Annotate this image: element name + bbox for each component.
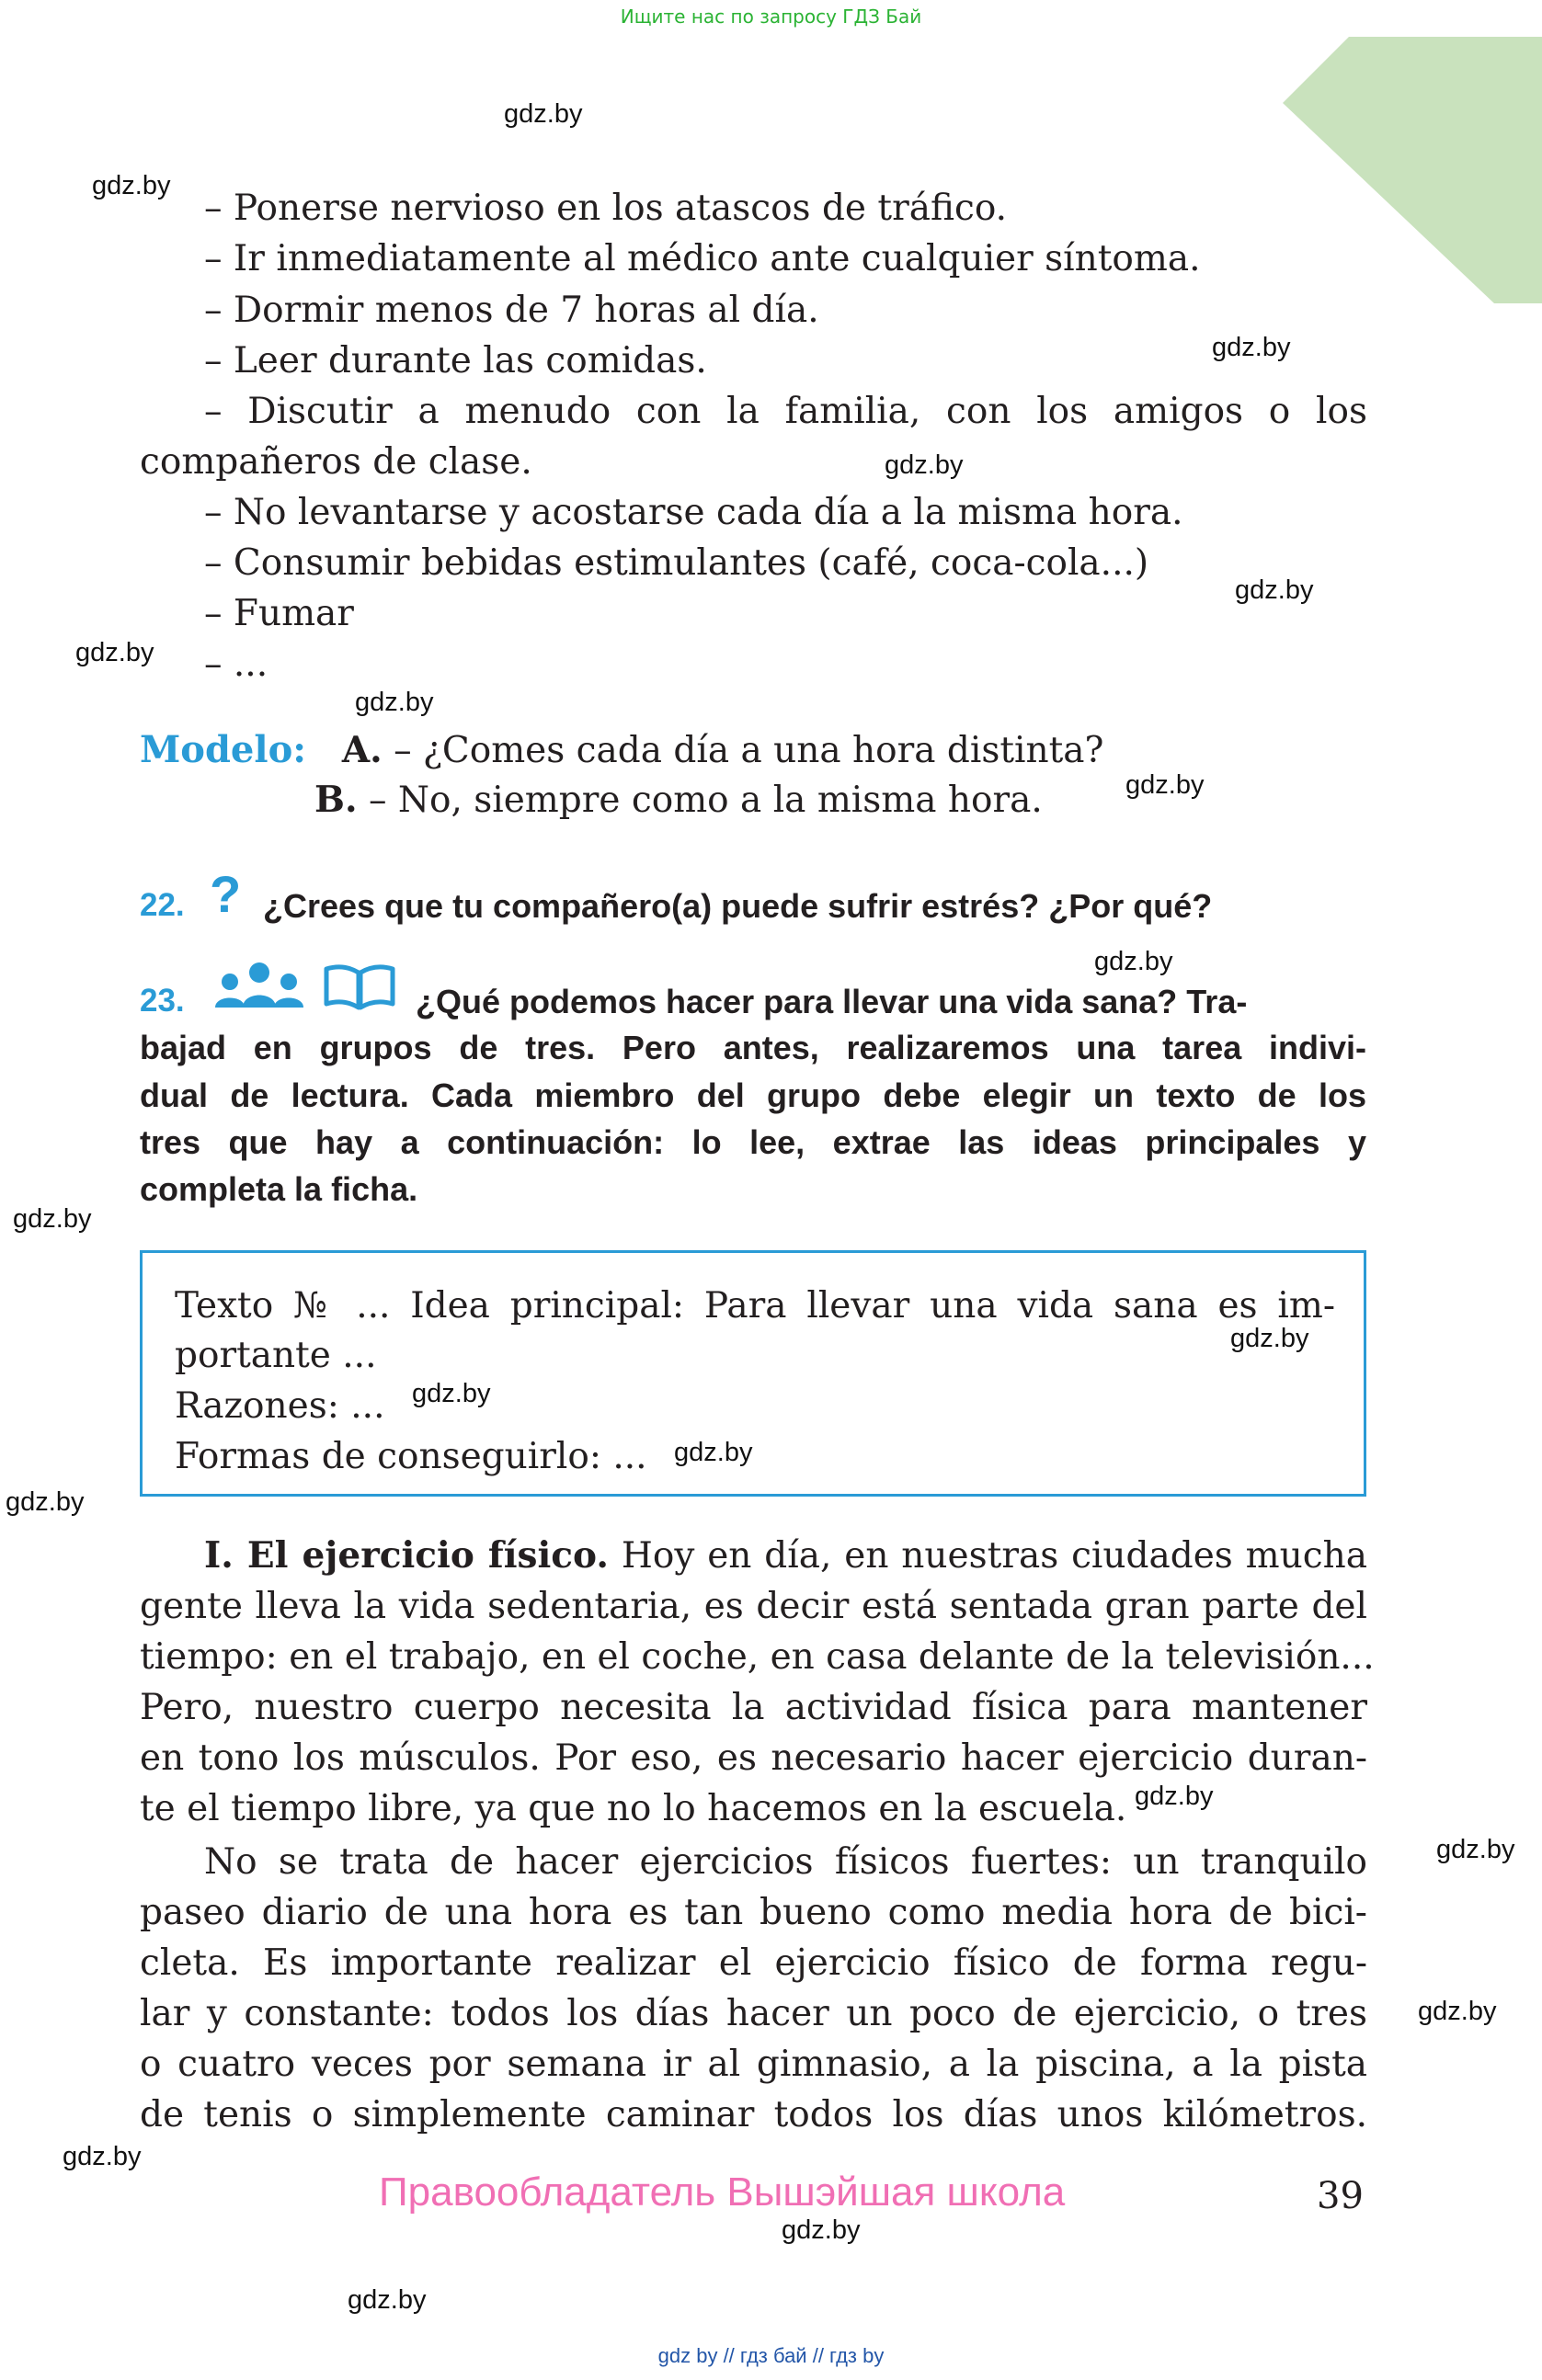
watermark: gdz.by <box>1418 1997 1497 2026</box>
reading-first-line: Hoy en día, en nuestras ciudades mucha <box>608 1535 1367 1577</box>
modelo-b-text: – No, siempre como a la misma hora. <box>357 780 1043 821</box>
box-line: portante ... <box>175 1335 377 1376</box>
reading-line: en tono los músculos. Por eso, es necesario hacer ejercicio duran- <box>140 1737 1367 1779</box>
reading-line: te el tiempo libre, ya que no lo hacemos en la escuela. <box>140 1788 1127 1829</box>
watermark: gdz.by <box>92 171 171 200</box>
list-item: – Discutir a menudo con la familia, con los amigos o los <box>204 391 1367 432</box>
reading-line: No se trata de hacer ejercicios físicos fuertes: un tranquilo <box>204 1841 1367 1883</box>
modelo-a-text: – ¿Comes cada día a una hora distinta? <box>382 730 1104 771</box>
reading-heading: I. El ejercicio físico. <box>204 1534 609 1577</box>
box-line: Texto № ... Idea principal: Para llevar una vida sana es im- <box>175 1285 1335 1327</box>
list-item: – ... <box>204 643 268 685</box>
watermark: gdz.by <box>1235 575 1314 605</box>
footer-links[interactable]: gdz by // гдз бай // гдз by <box>657 2344 885 2367</box>
watermark: gdz.by <box>782 2215 861 2245</box>
rights-holder: Правообладатель Вышэйшая школа <box>379 2169 1066 2215</box>
reading-line: o cuatro veces por semana ir al gimnasio, a la piscina, a la pista <box>140 2044 1367 2085</box>
watermark: gdz.by <box>13 1204 92 1234</box>
speaker-b: B. <box>314 779 358 821</box>
task-number: 22. <box>140 887 185 923</box>
task-23-line: tres que hay a continuación: lo lee, extrae las ideas principales y <box>140 1123 1366 1161</box>
modelo-line-a <box>140 724 1103 776</box>
reading-line: Pero, nuestro cuerpo necesita la actividad física para mantener <box>140 1687 1367 1728</box>
top-banner[interactable]: Ищите нас по запросу ГДЗ Бай <box>620 6 922 28</box>
list-item: – Dormir menos de 7 horas al día. <box>204 290 819 331</box>
page-number: 39 <box>1317 2175 1364 2217</box>
list-item: – Leer durante las comidas. <box>204 340 707 381</box>
list-item: – No levantarse y acostarse cada día a la misma hora. <box>204 492 1183 533</box>
watermark: gdz.by <box>348 2285 427 2315</box>
reading-line: paseo diario de una hora es tan bueno como media hora de bici- <box>140 1892 1367 1933</box>
corner-decoration <box>1283 37 1542 303</box>
watermark: gdz.by <box>6 1487 85 1517</box>
watermark: gdz.by <box>75 638 154 667</box>
task-23-line: ¿Qué podemos hacer para llevar una vida sana? Tra- <box>416 983 1248 1020</box>
list-item: – Ponerse nervioso en los atascos de tráfico. <box>204 188 1008 229</box>
modelo-line-b <box>314 775 1043 826</box>
watermark: gdz.by <box>63 2142 142 2171</box>
reading-line: tiempo: en el trabajo, en el coche, en casa delante de la televisión... <box>140 1636 1375 1678</box>
watermark: gdz.by <box>412 1379 491 1408</box>
list-item: – Consumir bebidas estimulantes (café, coca-cola...) <box>204 542 1149 584</box>
watermark: gdz.by <box>1212 333 1291 362</box>
group-work-icon <box>211 962 307 1009</box>
list-item: – Fumar <box>204 593 354 634</box>
reading-line: de tenis o simplemente caminar todos los días unos kilómetros. <box>140 2094 1367 2135</box>
watermark: gdz.by <box>1436 1835 1515 1864</box>
task-23-line: completa la ficha. <box>140 1170 418 1208</box>
list-item-continuation: compañeros de clase. <box>140 441 532 483</box>
box-line: Razones: ... <box>175 1385 385 1427</box>
watermark: gdz.by <box>504 99 583 129</box>
list-item: – Ir inmediatamente al médico ante cualquier síntoma. <box>204 238 1201 279</box>
watermark: gdz.by <box>355 688 434 717</box>
watermark: gdz.by <box>1094 947 1173 976</box>
watermark: gdz.by <box>1125 770 1205 800</box>
task-23-line: dual de lectura. Cada miembro del grupo debe elegir un texto de los <box>140 1076 1366 1114</box>
question-icon: ? <box>210 865 242 923</box>
speaker-a: A. <box>341 729 383 771</box>
task-number: 23. <box>140 983 185 1019</box>
reading-line: gente lleva la vida sedentaria, es decir está sentada gran parte del <box>140 1586 1367 1627</box>
modelo-label: Modelo: <box>140 728 307 771</box>
reading-book-icon <box>322 962 397 1011</box>
watermark: gdz.by <box>674 1438 753 1467</box>
watermark: gdz.by <box>1230 1324 1309 1353</box>
reading-line: lar y constante: todos los días hacer un poco de ejercicio, o tres <box>140 1993 1367 2034</box>
reading-line: cleta. Es importante realizar el ejercicio físico de forma regu- <box>140 1942 1367 1984</box>
box-line: Formas de conseguirlo: ... <box>175 1436 647 1477</box>
watermark: gdz.by <box>885 450 964 480</box>
watermark: gdz.by <box>1135 1782 1214 1811</box>
task-23-line: bajad en grupos de tres. Pero antes, realizaremos una tarea indivi- <box>140 1029 1366 1066</box>
task-22-text: ¿Crees que tu compañero(a) puede sufrir estrés? ¿Por qué? <box>263 887 1213 925</box>
reading-line <box>204 1531 1367 1581</box>
